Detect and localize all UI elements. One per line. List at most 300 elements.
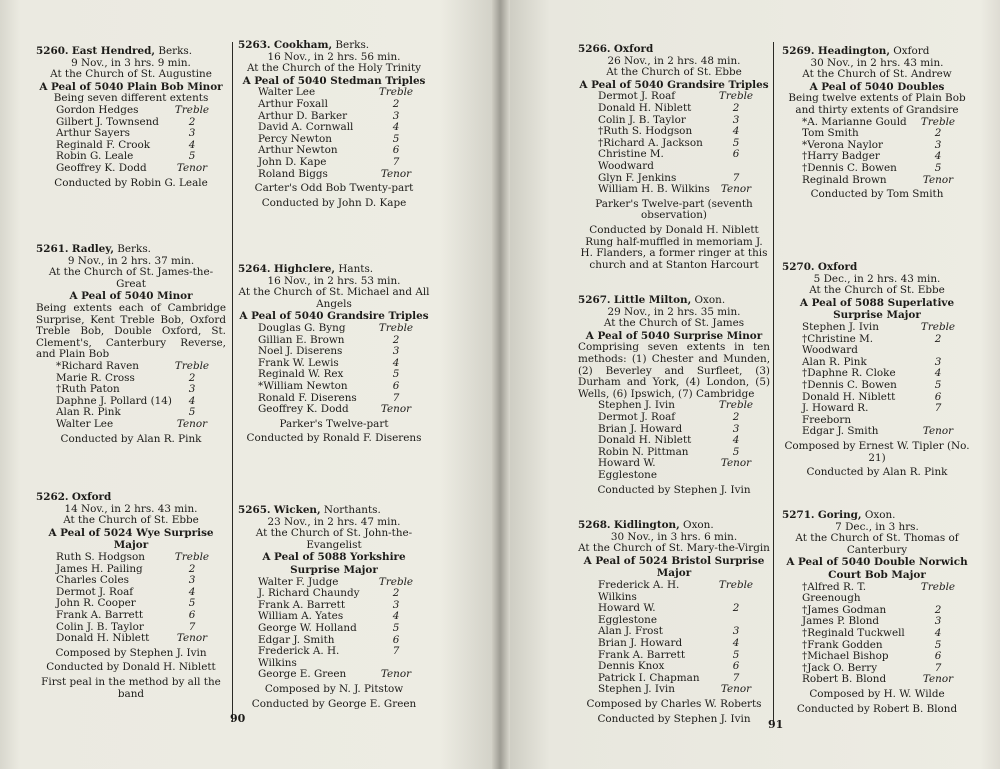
peal-credit: Composed by Ernest W. Tipler (No. 21) xyxy=(784,439,970,464)
peal-header xyxy=(782,46,972,58)
peal-header xyxy=(36,492,226,504)
peal-title: A Peal of 5040 Double Norwich xyxy=(786,556,968,569)
ringer-name: Robert B. Blond xyxy=(802,673,887,686)
ringer-bell: Tenor xyxy=(176,161,208,174)
peal-date-duration: 30 Nov., in 3 hrs. 6 min. xyxy=(610,530,738,543)
ringer-name: William H. B. Wilkins xyxy=(598,183,710,196)
peal-county: Berks. xyxy=(158,45,192,57)
peal-credit: Parker's Twelve-part xyxy=(279,417,389,430)
ringer-bell: 4 xyxy=(188,394,196,407)
ringer-bell: Treble xyxy=(920,320,956,333)
ringer-bell: 7 xyxy=(732,671,740,684)
ringer-bell: Treble xyxy=(174,550,210,563)
peal-credit: Composed by Charles W. Roberts xyxy=(586,697,762,710)
peal-note: Being twelve extents of Plain Bob and thirty extents of Grandsire xyxy=(788,92,966,116)
peal-number: 5269. xyxy=(782,45,815,57)
ringer-name: Robin N. Pittman xyxy=(598,445,689,458)
ringer-name: Arthur D. Barker xyxy=(258,109,348,122)
ringer-name: †Christine M. Woodward xyxy=(802,332,874,357)
peal-title: A Peal of 5040 Grandsire Triples xyxy=(239,310,429,323)
ringer-row xyxy=(36,575,226,587)
ringer-row xyxy=(578,603,770,626)
peal-title: Surprise Major xyxy=(833,309,921,322)
peal-header xyxy=(238,40,430,52)
ringer-name: Frank A. Barrett xyxy=(598,648,686,661)
ringer-name: Frank A. Barrett xyxy=(56,608,144,621)
ringer-name: Alan J. Frost xyxy=(598,625,663,638)
peal-title: Court Bob Major xyxy=(828,568,926,581)
peal-title: A Peal of 5088 Superlative xyxy=(799,296,955,309)
ringer-bell: 2 xyxy=(732,410,740,423)
peal-credit: Composed by H. W. Wilde xyxy=(809,687,945,700)
peal-church: At the Church of the Holy Trinity xyxy=(246,62,422,75)
ringer-row xyxy=(238,623,430,635)
ringer-name: Walter Lee xyxy=(258,86,316,99)
ringer-bell: 5 xyxy=(934,378,942,391)
ringer-bell: Tenor xyxy=(380,403,412,416)
peal-number: 5261. xyxy=(36,243,69,255)
peal-note: Comprising seven extents in ten methods: (1) Chester and Munden, (2) Beverley and Surfleet, (3) Durham and York, (4) London, (5) Wells, (6) Ipswich, (7) Cambridge xyxy=(578,341,770,400)
ringer-name: James P. Blond xyxy=(802,615,880,628)
peal-number: 5271. xyxy=(782,509,815,521)
peal-header xyxy=(36,46,226,58)
ringer-name: Reginald W. Rex xyxy=(258,368,344,381)
ringer-bell: 6 xyxy=(188,608,196,621)
ringer-name: Gillian E. Brown xyxy=(258,333,345,346)
ringer-bell: 4 xyxy=(392,610,400,623)
ringer-name: *Verona Naylor xyxy=(802,138,884,151)
ringer-name: Stephen J. Ivin xyxy=(598,683,675,696)
peal-memorial-note: Rung half-muffled in memoriam J. H. Flanders, a former ringer at this church and at Stanton Harcourt xyxy=(580,235,768,271)
peal-title: A Peal of 5040 Grandsire Triples xyxy=(579,78,769,91)
ringer-bell: Tenor xyxy=(720,457,752,470)
peal-place: Goring, xyxy=(817,509,862,521)
ringer-name: Frank W. Lewis xyxy=(258,356,339,369)
ringer-name: Arthur Foxall xyxy=(258,97,328,110)
ringer-name: Gordon Hedges xyxy=(56,103,139,116)
ringer-name: Ruth S. Hodgson xyxy=(56,550,145,563)
peal-credit: Conducted by Stephen J. Ivin xyxy=(597,483,751,496)
ringer-bell: Treble xyxy=(378,575,414,588)
peal-place: Oxford xyxy=(817,261,858,273)
ringer-name: Brian J. Howard xyxy=(598,636,683,649)
ringer-bell: 2 xyxy=(934,603,942,616)
ringer-name: George W. Holland xyxy=(258,621,357,634)
ringer-bell: 6 xyxy=(934,650,942,663)
peal-credit: Conducted by Robert B. Blond xyxy=(796,702,958,715)
ringer-name: George E. Green xyxy=(258,668,347,681)
ringer-bell: Tenor xyxy=(720,183,752,196)
peal-place: East Hendred, xyxy=(71,45,155,57)
ringer-row xyxy=(782,380,972,392)
peal-date-duration: 16 Nov., in 2 hrs. 56 min. xyxy=(267,50,401,63)
ringer-row xyxy=(578,684,770,696)
ringer-row xyxy=(578,638,770,650)
peal-date-duration: 9 Nov., in 3 hrs. 9 min. xyxy=(71,56,191,69)
ringer-name: Reginald Brown xyxy=(802,173,887,186)
peal-title: A Peal of 5024 Wye Surprise xyxy=(48,526,214,539)
ringer-name: Arthur Sayers xyxy=(56,127,130,140)
ringer-bell: 5 xyxy=(392,621,400,634)
column-rule-left xyxy=(232,42,233,722)
ringer-name: Walter F. Judge xyxy=(258,575,339,588)
ringer-row xyxy=(36,419,226,431)
ringer-bell: 4 xyxy=(188,585,196,598)
ringer-row xyxy=(578,661,770,673)
ringer-name: Roland Biggs xyxy=(258,167,328,180)
ringer-name: John R. Cooper xyxy=(56,597,136,610)
peal-entry xyxy=(36,46,226,189)
ringer-bell: 2 xyxy=(392,587,400,600)
peal-header xyxy=(578,44,770,56)
ringer-bell: 4 xyxy=(392,121,400,134)
peal-credit: Conducted by John D. Kape xyxy=(261,196,407,209)
peal-entry xyxy=(238,264,430,445)
ringer-row xyxy=(238,169,430,181)
ringer-row xyxy=(578,580,770,603)
peal-credit: Conducted by George E. Green xyxy=(251,697,417,710)
peal-title: A Peal of 5040 Doubles xyxy=(809,80,945,93)
peal-entry xyxy=(36,244,226,445)
ringer-name: Tom Smith xyxy=(802,127,859,140)
ringer-bell: 3 xyxy=(934,615,942,628)
peal-place: Kidlington, xyxy=(613,519,680,531)
peal-number: 5268. xyxy=(578,519,611,531)
ringer-bell: Treble xyxy=(718,578,754,591)
ringer-bell: Treble xyxy=(174,359,210,372)
peal-number: 5263. xyxy=(238,39,271,51)
ringer-row xyxy=(782,651,972,663)
peal-entry xyxy=(36,492,226,700)
ringer-name: Donald H. Niblett xyxy=(598,101,692,114)
ringer-bell: Tenor xyxy=(176,417,208,430)
peal-number: 5266. xyxy=(578,43,611,55)
ringer-row xyxy=(782,163,972,175)
ringer-bell: 5 xyxy=(392,132,400,145)
ringer-row xyxy=(238,122,430,134)
ringer-bell: 3 xyxy=(732,422,740,435)
ringer-name: Brian J. Howard xyxy=(598,422,683,435)
ringer-bell: 2 xyxy=(934,332,942,345)
ringer-row xyxy=(782,674,972,686)
peal-church: At the Church of St. Michael and All Angels xyxy=(238,286,430,310)
ringer-name: Dennis Knox xyxy=(598,660,665,673)
peal-header xyxy=(36,244,226,256)
peal-place: Cookham, xyxy=(273,39,333,51)
ringer-bell: 3 xyxy=(188,127,196,140)
ringer-bell: 2 xyxy=(188,562,196,575)
ringer-bell: 4 xyxy=(934,150,942,163)
ringer-name: †James Godman xyxy=(802,603,887,616)
ringer-row xyxy=(782,128,972,140)
peal-church: At the Church of St. Augustine xyxy=(50,68,212,81)
ringer-name: Stephen J. Ivin xyxy=(598,399,675,412)
peal-entry xyxy=(238,40,430,209)
peal-number: 5265. xyxy=(238,504,271,516)
ringer-name: Charles Coles xyxy=(56,574,129,587)
peal-place: Highclere, xyxy=(273,263,336,275)
ringer-bell: 7 xyxy=(392,155,400,168)
peal-church: At the Church of St. John-the-Evangelist xyxy=(255,527,413,551)
ringer-bell: 3 xyxy=(392,598,400,611)
ringer-bell: 5 xyxy=(392,368,400,381)
peal-church: At the Church of St. James xyxy=(603,317,745,330)
peal-church: At the Church of St. James-the-Great xyxy=(48,266,214,290)
ringer-name: Alan R. Pink xyxy=(56,406,121,419)
ringer-bell: Treble xyxy=(718,399,754,412)
peal-number: 5264. xyxy=(238,263,271,275)
peal-credit: Conducted by Donald H. Niblett xyxy=(46,661,216,674)
ringer-name: Donald H. Niblett xyxy=(802,390,896,403)
ringer-bell: 4 xyxy=(934,367,942,380)
ringer-row xyxy=(578,149,770,172)
peal-date-duration: 23 Nov., in 2 hrs. 47 min. xyxy=(267,515,401,528)
ringer-bell: Tenor xyxy=(720,683,752,696)
ringer-bell: 4 xyxy=(732,434,740,447)
ringer-bell: 7 xyxy=(188,620,196,633)
ringer-name: Noel J. Diserens xyxy=(258,345,343,358)
ringer-bell: 7 xyxy=(934,661,942,674)
peal-entry xyxy=(782,262,972,479)
ringer-bell: 2 xyxy=(392,333,400,346)
ringer-row xyxy=(36,163,226,175)
column-rule-right xyxy=(773,42,774,722)
ringer-name: Edgar J. Smith xyxy=(802,425,879,438)
peal-entry xyxy=(578,295,770,496)
peal-header xyxy=(578,520,770,532)
ringer-bell: 3 xyxy=(732,625,740,638)
ringer-bell: 2 xyxy=(188,371,196,384)
ringer-bell: Tenor xyxy=(922,425,954,438)
ringer-name: †Dennis C. Bowen xyxy=(802,378,897,391)
ringer-bell: Tenor xyxy=(922,673,954,686)
peal-title: Major xyxy=(113,539,149,552)
peal-place: Radley, xyxy=(71,243,114,255)
ringer-row xyxy=(578,435,770,447)
ringer-bell: Tenor xyxy=(922,173,954,186)
ringer-row xyxy=(782,322,972,334)
peal-title: A Peal of 5088 Yorkshire xyxy=(262,551,406,564)
ringer-bell: 7 xyxy=(392,391,400,404)
peal-place: Oxford xyxy=(71,491,112,503)
peal-date-duration: 26 Nov., in 2 hrs. 48 min. xyxy=(607,54,741,67)
peal-county: Hants. xyxy=(338,263,374,275)
ringer-name: *William Newton xyxy=(258,379,348,392)
ringer-bell: Treble xyxy=(920,115,956,128)
ringer-bell: 4 xyxy=(732,125,740,138)
ringer-bell: 6 xyxy=(392,633,400,646)
ringer-row xyxy=(36,610,226,622)
ringer-row xyxy=(238,646,430,669)
page-number-right: 91 xyxy=(768,718,784,731)
peal-number: 5270. xyxy=(782,261,815,273)
ringer-bell: Treble xyxy=(718,90,754,103)
ringer-name: †Alfred R. T. Greenough xyxy=(802,580,867,605)
peal-church: At the Church of St. Ebbe xyxy=(606,66,742,79)
peal-credit: Composed by N. J. Pitstow xyxy=(264,682,404,695)
peal-header xyxy=(782,262,972,274)
ringer-bell: Treble xyxy=(920,580,956,593)
ringer-name: †Ruth Paton xyxy=(56,383,120,396)
ringer-name: †Richard A. Jackson xyxy=(598,136,703,149)
ringer-name: John D. Kape xyxy=(258,155,327,168)
ringer-bell: 5 xyxy=(188,406,196,419)
peal-credit: Conducted by Robin G. Leale xyxy=(54,176,208,189)
ringer-name: Dermot J. Roaf xyxy=(56,585,134,598)
ringer-name: Glyn F. Jenkins xyxy=(598,171,677,184)
peal-credit: Carter's Odd Bob Twenty-part xyxy=(254,182,414,195)
ringer-name: †Daphne R. Cloke xyxy=(802,367,896,380)
ringer-bell: 3 xyxy=(188,574,196,587)
ringer-row xyxy=(238,99,430,111)
ringer-name: Reginald F. Crook xyxy=(56,138,151,151)
ringer-name: †Frank Godden xyxy=(802,638,883,651)
ringer-row xyxy=(238,346,430,358)
ringer-bell: 6 xyxy=(934,390,942,403)
ringer-name: Arthur Newton xyxy=(258,144,338,157)
book-gutter xyxy=(492,0,510,769)
peal-county: Berks. xyxy=(335,39,370,51)
peal-entry xyxy=(782,46,972,201)
peal-note: Being extents each of Cambridge Surprise, Kent Treble Bob, Oxford Treble Bob, Double Oxford, St. Clement's, Canterbury Reverse, and Plain Bob xyxy=(36,301,226,361)
peal-date-duration: 9 Nov., in 2 hrs. 37 min. xyxy=(67,254,195,267)
ringer-bell: 3 xyxy=(732,113,740,126)
ringer-name: †Ruth S. Hodgson xyxy=(598,125,693,138)
peal-credit: Composed by Stephen J. Ivin xyxy=(55,646,207,659)
peal-church: At the Church of St. Ebbe xyxy=(809,284,945,297)
ringer-row xyxy=(578,184,770,196)
ringer-bell: 4 xyxy=(934,626,942,639)
ringer-name: Douglas G. Byng xyxy=(258,321,346,334)
ringer-bell: 7 xyxy=(934,402,942,415)
ringer-bell: Tenor xyxy=(176,632,208,645)
peal-title: A Peal of 5024 Bristol Surprise xyxy=(583,554,765,567)
ringer-name: James H. Pailing xyxy=(56,562,143,575)
page-number-left: 90 xyxy=(230,712,246,725)
ringer-row xyxy=(578,126,770,138)
peal-credit: Conducted by Alan R. Pink xyxy=(806,466,948,479)
ringer-row xyxy=(238,669,430,681)
peal-date-duration: 29 Nov., in 2 hrs. 35 min. xyxy=(607,305,741,318)
ringer-bell: Tenor xyxy=(380,668,412,681)
peal-entry xyxy=(578,44,770,271)
peal-county: Northants. xyxy=(323,504,381,516)
peal-county: Berks. xyxy=(117,243,151,255)
ringer-name: Colin J. B. Taylor xyxy=(598,113,686,126)
ringer-name: Howard W. Egglestone xyxy=(598,602,657,626)
peal-credit: Conducted by Alan R. Pink xyxy=(60,432,202,445)
ringer-row xyxy=(238,404,430,416)
ringer-bell: 5 xyxy=(934,161,942,174)
ringer-bell: 5 xyxy=(934,638,942,651)
ringer-bell: 5 xyxy=(188,150,196,163)
ringer-row xyxy=(782,334,972,357)
ringer-name: Robin G. Leale xyxy=(56,150,134,163)
ringer-name: Edgar J. Smith xyxy=(258,633,335,646)
ringer-row xyxy=(578,412,770,424)
ringer-row xyxy=(782,426,972,438)
peal-entry xyxy=(578,520,770,725)
peal-title: Surprise Major xyxy=(290,563,378,576)
ringer-bell: 2 xyxy=(934,127,942,140)
ringer-row xyxy=(36,361,226,373)
ringer-name: †Reginald Tuckwell xyxy=(802,626,905,639)
peal-date-duration: 30 Nov., in 2 hrs. 43 min. xyxy=(810,56,944,69)
peal-entry xyxy=(782,510,972,715)
peal-credit: Conducted by Donald H. Niblett xyxy=(589,223,759,236)
peal-date-duration: 16 Nov., in 2 hrs. 53 min. xyxy=(267,274,401,287)
ringer-name: Percy Newton xyxy=(258,132,332,145)
ringer-bell: 5 xyxy=(732,648,740,661)
peal-number: 5262. xyxy=(36,491,69,503)
ringer-bell: 6 xyxy=(732,660,740,673)
ringer-bell: 6 xyxy=(392,379,400,392)
ringer-name: Patrick I. Chapman xyxy=(598,671,700,684)
peal-church: At the Church of St. Andrew xyxy=(802,68,952,81)
ringer-row xyxy=(238,381,430,393)
ringer-name: Donald H. Niblett xyxy=(56,632,150,645)
ringer-name: *Richard Raven xyxy=(56,359,139,372)
ringer-bell: 2 xyxy=(732,602,740,615)
ringer-bell: 2 xyxy=(188,115,196,128)
peal-church: At the Church of St. Mary-the-Virgin xyxy=(578,542,770,555)
ringer-bell: 4 xyxy=(732,636,740,649)
peal-credit: Conducted by Ronald F. Diserens xyxy=(246,432,422,445)
ringer-name: Donald H. Niblett xyxy=(598,434,692,447)
ringer-name: Frank A. Barrett xyxy=(258,598,346,611)
ringer-bell: 6 xyxy=(392,144,400,157)
ringer-name: J. Richard Chaundy xyxy=(258,587,360,600)
peal-county: Oxon. xyxy=(683,519,714,531)
ringer-name: David A. Cornwall xyxy=(258,121,354,134)
ringer-row xyxy=(782,628,972,640)
peal-number: 5260. xyxy=(36,45,69,57)
ringer-bell: 5 xyxy=(188,597,196,610)
ringer-bell: 2 xyxy=(392,97,400,110)
ringer-name: J. Howard R. Freeborn xyxy=(802,402,869,426)
ringer-name: Geoffrey K. Dodd xyxy=(258,403,349,416)
ringer-bell: 5 xyxy=(732,445,740,458)
ringer-bell: Treble xyxy=(378,321,414,334)
peal-title: A Peal of 5040 Plain Bob Minor xyxy=(39,80,223,93)
ringer-name: Dermot J. Roaf xyxy=(598,410,676,423)
peal-title: A Peal of 5040 Surprise Minor xyxy=(585,329,763,342)
peal-county: Oxford xyxy=(893,45,930,57)
peal-entry xyxy=(238,505,430,710)
ringer-name: Ronald F. Diserens xyxy=(258,391,357,404)
peal-county: Oxon. xyxy=(694,294,726,306)
ringer-bell: 3 xyxy=(934,355,942,368)
peal-county: Oxon. xyxy=(864,509,896,521)
peal-place: Wicken, xyxy=(273,504,321,516)
peal-date-duration: 7 Dec., in 3 hrs. xyxy=(835,520,919,533)
ringer-name: Gilbert J. Townsend xyxy=(56,115,159,128)
ringer-bell: 3 xyxy=(392,345,400,358)
ringer-name: †Harry Badger xyxy=(802,150,880,163)
peal-note: Being seven different extents xyxy=(53,92,209,105)
peal-credit: Conducted by Tom Smith xyxy=(810,188,944,201)
peal-title: A Peal of 5040 Stedman Triples xyxy=(242,74,426,87)
ringer-name: Frederick A. H. Wilkins xyxy=(258,645,340,669)
peal-number: 5267. xyxy=(578,294,611,306)
ringer-name: Alan R. Pink xyxy=(802,355,867,368)
peal-place: Headington, xyxy=(817,45,890,57)
ringer-name: Christine M. Woodward xyxy=(598,148,664,172)
ringer-row xyxy=(36,384,226,396)
ringer-name: Dermot J. Roaf xyxy=(598,90,676,103)
ringer-name: Frederick A. H. Wilkins xyxy=(598,578,680,603)
ringer-row xyxy=(36,105,226,117)
